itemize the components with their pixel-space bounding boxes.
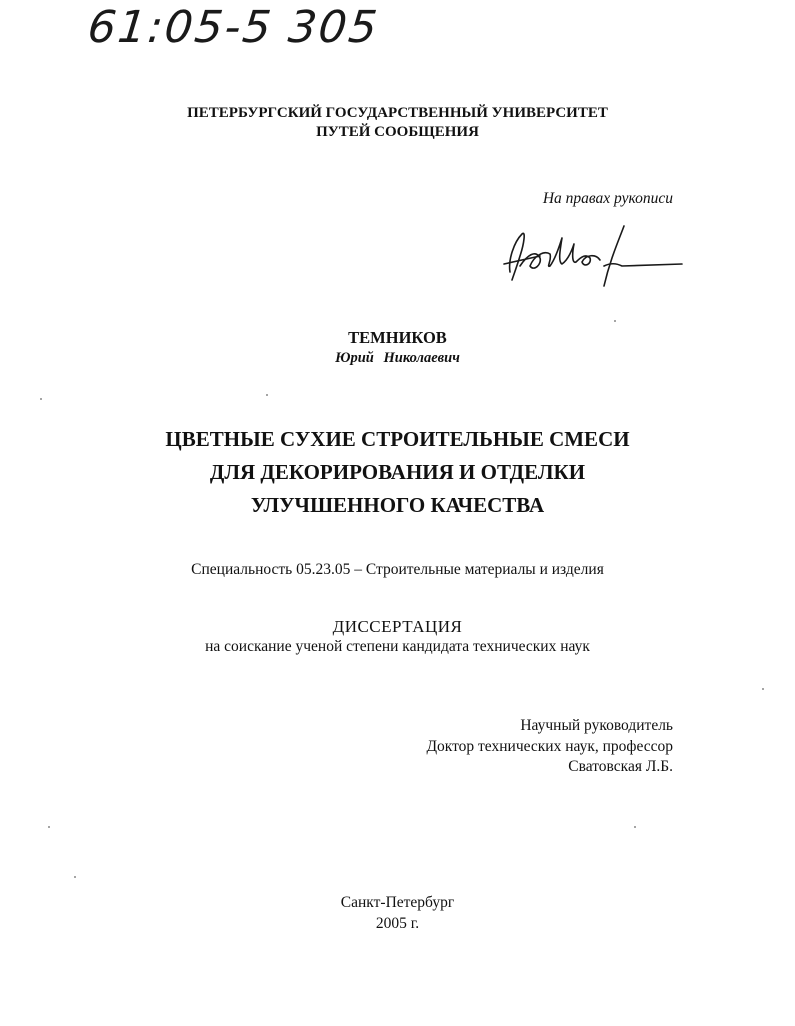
university-name [0,104,795,142]
dissertation-heading: ДИССЕРТАЦИЯ [332,617,463,636]
author-given-names: Юрий Николаевич [335,350,460,366]
scan-speck [634,826,636,828]
dissertation-subtitle: на соискание ученой степени кандидата технических наук [205,638,590,655]
author-surname: ТЕМНИКОВ [348,328,447,347]
scan-speck [74,876,76,878]
city: Санкт-Петербург [340,894,455,911]
advisor-degree: Доктор технических наук, профессор [426,737,673,755]
title-line-3: УЛУЧШЕННОГО КАЧЕСТВА [250,493,545,517]
author-signature [500,220,690,290]
place-and-year [0,892,795,934]
university-line-1: ПЕТЕРБУРГСКИЙ ГОСУДАРСТВЕННЫЙ УНИВЕРСИТЕТ [187,105,608,121]
scan-speck [614,320,616,322]
advisor-name: Сватовская Л.Б. [568,758,673,775]
title-line-2: ДЛЯ ДЕКОРИРОВАНИЯ И ОТДЕЛКИ [209,460,586,484]
dissertation-type [0,617,795,657]
author-block [0,327,795,367]
year: 2005 г. [375,915,420,932]
scan-speck [266,394,268,396]
scan-speck [40,398,42,400]
dissertation-title [0,423,795,522]
manuscript-rights-note: На правах рукописи [542,190,673,207]
scientific-advisor [426,716,673,778]
handwritten-archive-number: 61:05-5 305 [85,2,382,53]
scan-speck [762,688,764,690]
university-line-2: ПУТЕЙ СООБЩЕНИЯ [316,124,479,140]
title-line-1: ЦВЕТНЫЕ СУХИЕ СТРОИТЕЛЬНЫЕ СМЕСИ [165,427,630,451]
advisor-role: Научный руководитель [520,717,673,734]
scan-speck [48,826,50,828]
specialty-line: Специальность 05.23.05 – Строительные материалы и изделия [191,561,604,578]
